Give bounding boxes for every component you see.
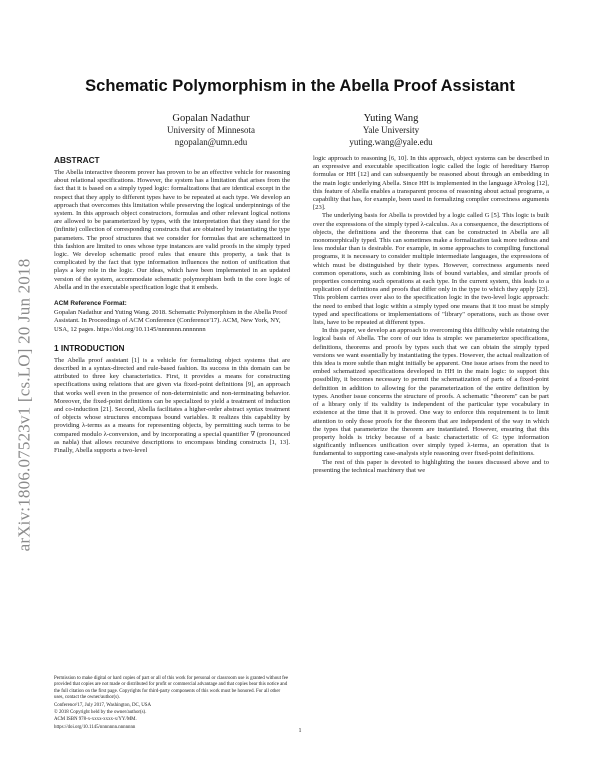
arxiv-stamp [12,175,36,635]
introduction-heading: 1 INTRODUCTION [54,342,125,353]
arxiv-stamp-text: arXiv:1806.07523v1 [cs.LO] 20 Jun 2018 [14,258,34,552]
introduction-paragraph: The Abella proof assistant [1] is a vehicle for formalizing object systems that are described in a syntax-directed and rule-based fashion. Its success in this domain can be attributed to three key characteristics. First, it provides a means for constructing specifications using relations that are given via fixed-point definitions [9], an approach that works well even in the presence of non-deterministic and non-terminating behavior. Moreover, the fixed-point definitions can be specialized to yield a treatment of induction and co-induction [21]. Second, Abella facilitates a higher-order abstract syntax treatment of objects whose structures encompass bound variables. It realizes this capability by providing λ-terms as a means for representing objects, by permitting such terms to be compared modulo λ-conversion, and by incorporating a special quantifier ∇ (pronounced as nabla) that allows recursive descriptions to encompass binding constructs [1, 13]. Finally, Abella supports a two-level [54,356,290,455]
author-block-1 [111,112,311,148]
permission-notice: Permission to make digital or hard copies of part or all of this work for personal or classroom use is granted without fee provided that copies are not made or distributed for profit or commercial advantage and that copies bear this notice and the full citation on the first page. Copyrights for third-party components of this work must be honored. For all other uses, contact the owner/author(s). [54,676,289,701]
acm-reference-heading: ACM Reference Format: [54,300,127,308]
page-number: 1 [298,728,302,734]
doi-line: https://doi.org/10.1145/nnnnnnn.nnnnnnn [54,724,136,730]
body-paragraph: The rest of this paper is devoted to highlighting the issues discussed above and to presenting the technical machinery that we [313,458,549,474]
author-affiliation: Yale University [362,125,420,135]
isbn-line: ACM ISBN 978-x-xxxx-xxxx-x/YY/MM. [54,717,137,723]
body-paragraph: logic approach to reasoning [6, 10]. In this approach, object systems can be described in an expressive and executable specification logic called the logic of hereditary Harrop formulas or HH [12] and can subsequently be reasoned about through an embedding in the main logic underlying Abella. Since HH is implemented in the language λProlog [12], this feature of Abella enables a transparent process of reasoning about actual programs, a capability that has, for example, been used in formalizing compiler correctness arguments [23]. [313,155,549,212]
abstract-heading: ABSTRACT [54,155,100,165]
author-email: yuting.wang@yale.edu [349,136,433,147]
body-paragraph: The underlying basis for Abella is provided by a logic called G [5]. This logic is built over the expressions of the simply typed λ-calculus. As a consequence, the descriptions of objects, the definitions and the theorems that can be constructed in Abella are all monomorphically typed. This can sometimes make a formalization task more tedious and less modular than is desirable. For example, in some approaches to compiling functional programs, it is necessary to consider multiple intermediate languages, the expressions of which must be distinguished by their types. However, correctness arguments need common operations, such as combining lists of bound variables, and similar proofs of properties concerning such operations at each type. In the current system, this leads to a replication of definitions and proofs that differ only in the type to which they apply [23]. This problem carries over also to the specification logic in the two-level logic approach: the need to embed that logic within a simply typed one means that it too must be simply typed and specifications or implementations of "library" operations, such as those over lists, have to be repeated at different types. [313,212,549,327]
acm-reference-text: Gopalan Nadathur and Yuting Wang. 2018. Schematic Polymorphism in the Abella Proof Assistant. In Proceedings of ACM Conference (Conference'17). ACM, New York, NY, USA, 12 pages. https://doi.org/10.1145/nnnnnnn.nnnnnnn [54,309,288,333]
right-column [313,155,549,475]
left-column [54,155,290,455]
author-email: ngopalan@umn.edu [174,136,248,147]
copyright-line: © 2018 Copyright held by the owner/author(s). [54,710,147,716]
author-name: Yuting Wang [363,113,419,124]
author-name: Gopalan Nadathur [172,113,250,124]
conference-line: Conference'17, July 2017, Washington, DC, USA [54,702,151,708]
body-paragraph: In this paper, we develop an approach to overcoming this difficulty while retaining the logical basis of Abella. The core of our idea is simple: we parameterize specifications, definitions, theorems and proofs by types such that we can obtain the simply typed versions we want essentially by instantiating the types. However, the actual realization of this idea is more subtle than might initially be apparent. One issue arises from the need to embed schematized specifications developed in HH in the main logic: to support this possibility, it becomes necessary to permit the schematization of parts of a fixed-point definition in addition to allowing for the parameterization of the entire definition by types. Another issue concerns the structure of proofs. A schematic "theorem" can be part of a library only if its validity is independent of the particular type vocabulary in existence at the time that it is proved. One way to enforce this requirement is to limit attention to only those proofs for the theorem that are independent of the way in which the types that parameterize the theorem are instantiated. However, ensuring that this property holds is tricky because of a basic characteristic of G: type information significantly influences unification over simply typed λ-terms, an operation that is fundamental to supporting case-analysis style reasoning over fixed-point definitions. [313,327,549,458]
author-affiliation: University of Minnesota [167,125,255,135]
author-block-2 [291,112,491,148]
copyright-footnote [54,676,290,732]
abstract-text: The Abella interactive theorem prover has proven to be an effective vehicle for reasoning about relational specifications. However, the system has a limitation that arises from the fact that it is based on a simply typed logic: formalizations that are identical except in the respect that they apply to different types have to be repeated at each type. We develop an approach that overcomes this limitation while preserving the logical underpinnings of the system. In this approach object constructors, formulas and other relevant logical notions are allowed to be parameterized by types, with the interpretation that they stand for the (infinite) collection of corresponding constructs that are obtained by instantiating the type parameters. The proof structures that we consider for formulas that are schematized in this fashion are limited to ones whose type instances are valid proofs in the simply typed logic. We develop schematic proof rules that ensure this property, a task that is complicated by the fact that type information influences the notion of unification that plays a key role in the logic. Our ideas, which have been implemented in an updated version of the system, accommodate schematic polymorphism both in the core logic of Abella and in the executable specification logic that it embeds. [54,169,290,291]
paper-title: Schematic Polymorphism in the Abella Proof Assistant [85,77,515,95]
